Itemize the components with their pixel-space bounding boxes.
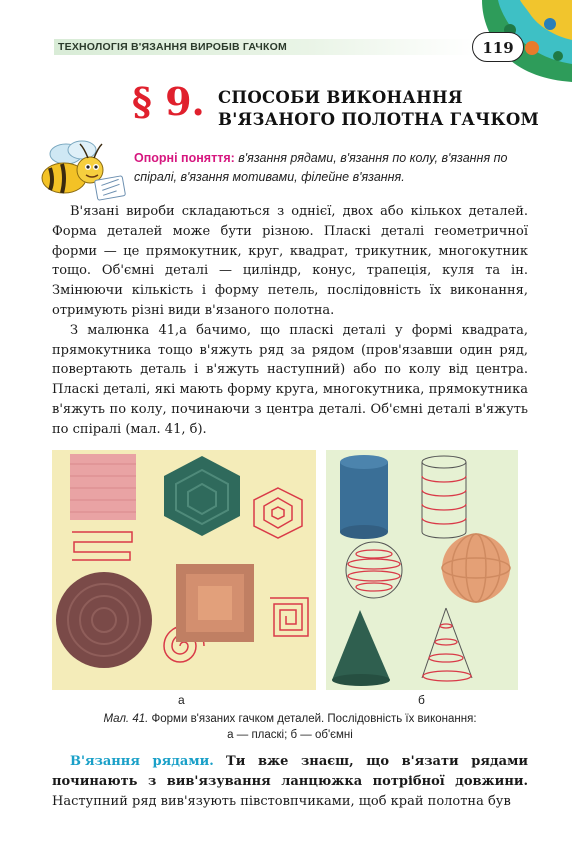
section-title: [218, 87, 539, 131]
bottom-lead-sentence: Ти вже знаєш, що в'язати рядами починають з вив'язування ланцюжка потрібної довжини.: [52, 754, 528, 789]
figure-label-a: а: [178, 693, 185, 707]
figure-flat-shapes: [52, 450, 316, 690]
key-concepts: [134, 149, 534, 187]
figure-caption-line-2: а — пласкі; б — об'ємні: [227, 729, 353, 741]
bottom-text: Наступний ряд вив'язують півстовпчиками, щоб край полотна був: [52, 794, 511, 809]
bee-icon: [36, 136, 128, 202]
subsection-heading: В'язання рядами.: [70, 754, 214, 769]
figure-caption-line-1: [52, 711, 528, 727]
figure-label-b: б: [418, 693, 425, 707]
body-text: [52, 202, 528, 440]
page-number: 119: [472, 32, 524, 62]
key-concepts-label: Опорні поняття:: [134, 151, 235, 165]
section-number: § 9.: [132, 79, 205, 124]
paragraph-1: В'язані вироби складаються з однієї, двох або кількох деталей. Форма деталей може бути різною. Пласкі деталі геометричної форми — це прямокутник, круг, квадрат, трикутник, многокутник тощо. Об'ємні деталі — циліндр, конус, трапеція, куля та ін. Змінюючи кількість і форму петель, послідовність їх виконання, отримують різні види в'язаного полотна.: [52, 204, 528, 318]
bottom-paragraph-content: [52, 752, 528, 812]
figure-caption-text: Форми в'язаних гачком деталей. Послідовність їх виконання:: [151, 713, 477, 725]
figure-caption-label: Мал. 41.: [103, 713, 149, 725]
running-header: [54, 32, 524, 62]
figure-volumetric-shapes: [326, 450, 518, 690]
running-title: ТЕХНОЛОГІЯ В'ЯЗАННЯ ВИРОБІВ ГАЧКОМ: [58, 41, 287, 53]
key-concepts-text: в'язання рядами, в'язання по колу, в'язання по спіралі, в'язання мотивами, філейне в'язання.: [134, 151, 508, 184]
blue-knitted-cylinder: [340, 462, 388, 532]
figure-caption: [52, 711, 528, 743]
brown-knitted-circle: [56, 572, 152, 668]
section-title-line-1: СПОСОБИ ВИКОНАННЯ: [218, 88, 463, 107]
bottom-paragraph: [52, 752, 528, 812]
paragraph-2: З малюнка 41,а бачимо, що пласкі деталі у формі квадрата, прямокутника тощо в'яжуть ряд за рядом (пров'язавши один ряд, повертають деталь і в'яжуть наступний) або по колу від центра. Пласкі деталі, які мають форму круга, многокутника, прямокутника в'яжуть по колу, починаючи з центра деталі. Об'ємні деталі в'яжуть по спіралі (мал. 41, б).: [52, 322, 528, 437]
section-title-line-2: В'ЯЗАНОГО ПОЛОТНА ГАЧКОМ: [218, 110, 540, 129]
